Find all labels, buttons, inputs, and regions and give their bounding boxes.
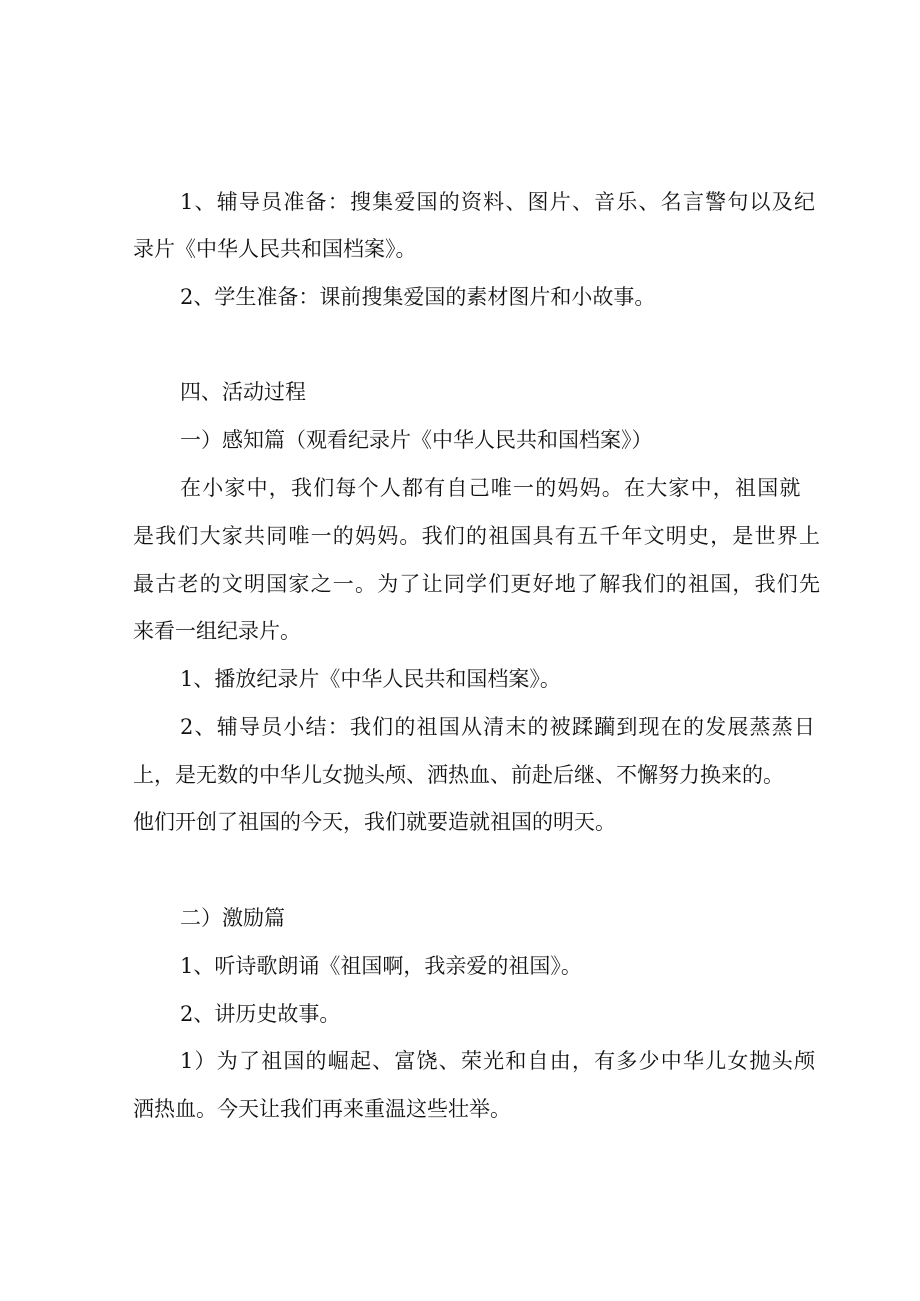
part-1-step-2-line-2: 上，是无数的中华儿女抛头颅、洒热血、前赴后继、不懈努力换来的。: [133, 763, 784, 787]
part-2-sub-1-line-2: 洒热血。今天让我们再来重温这些壮举。: [133, 1097, 511, 1121]
prep-item-2: 2、学生准备：课前搜集爱国的素材图片和小故事。: [180, 285, 656, 309]
part-1-paragraph-line-2: 是我们大家共同唯一的妈妈。我们的祖国具有五千年文明史，是世界上: [133, 524, 822, 548]
prep-item-1-line-2: 录片《中华人民共和国档案》。: [133, 237, 417, 261]
part-2-heading: 二）激励篇: [180, 906, 285, 930]
section-heading-activity-process: 四、活动过程: [180, 380, 306, 404]
part-1-paragraph-line-3: 最古老的文明国家之一。为了让同学们更好地了解我们的祖国，我们先: [133, 572, 822, 596]
part-1-paragraph-line-4: 来看一组纪录片。: [133, 619, 301, 643]
part-1-step-2-line-1: 2、辅导员小结：我们的祖国从清末的被蹂躏到现在的发展蒸蒸日: [180, 715, 817, 739]
part-1-heading: 一）感知篇（观看纪录片《中华人民共和国档案》）: [180, 428, 653, 452]
part-2-step-1: 1、听诗歌朗诵《祖国啊，我亲爱的祖国》。: [180, 954, 582, 978]
part-2-step-2: 2、讲历史故事。: [180, 1002, 341, 1026]
part-1-paragraph-line-1: 在小家中，我们每个人都有自己唯一的妈妈。在大家中，祖国就: [180, 476, 802, 500]
prep-item-1-line-1: 1、辅导员准备：搜集爱国的资料、图片、音乐、名言警句以及纪: [180, 190, 817, 214]
part-1-step-2-line-3: 他们开创了祖国的今天，我们就要造就祖国的明天。: [133, 810, 616, 834]
part-1-step-1: 1、播放纪录片《中华人民共和国档案》。: [180, 667, 561, 691]
part-2-sub-1-line-1: 1）为了祖国的崛起、富饶、荣光和自由，有多少中华儿女抛头颅: [180, 1049, 817, 1073]
